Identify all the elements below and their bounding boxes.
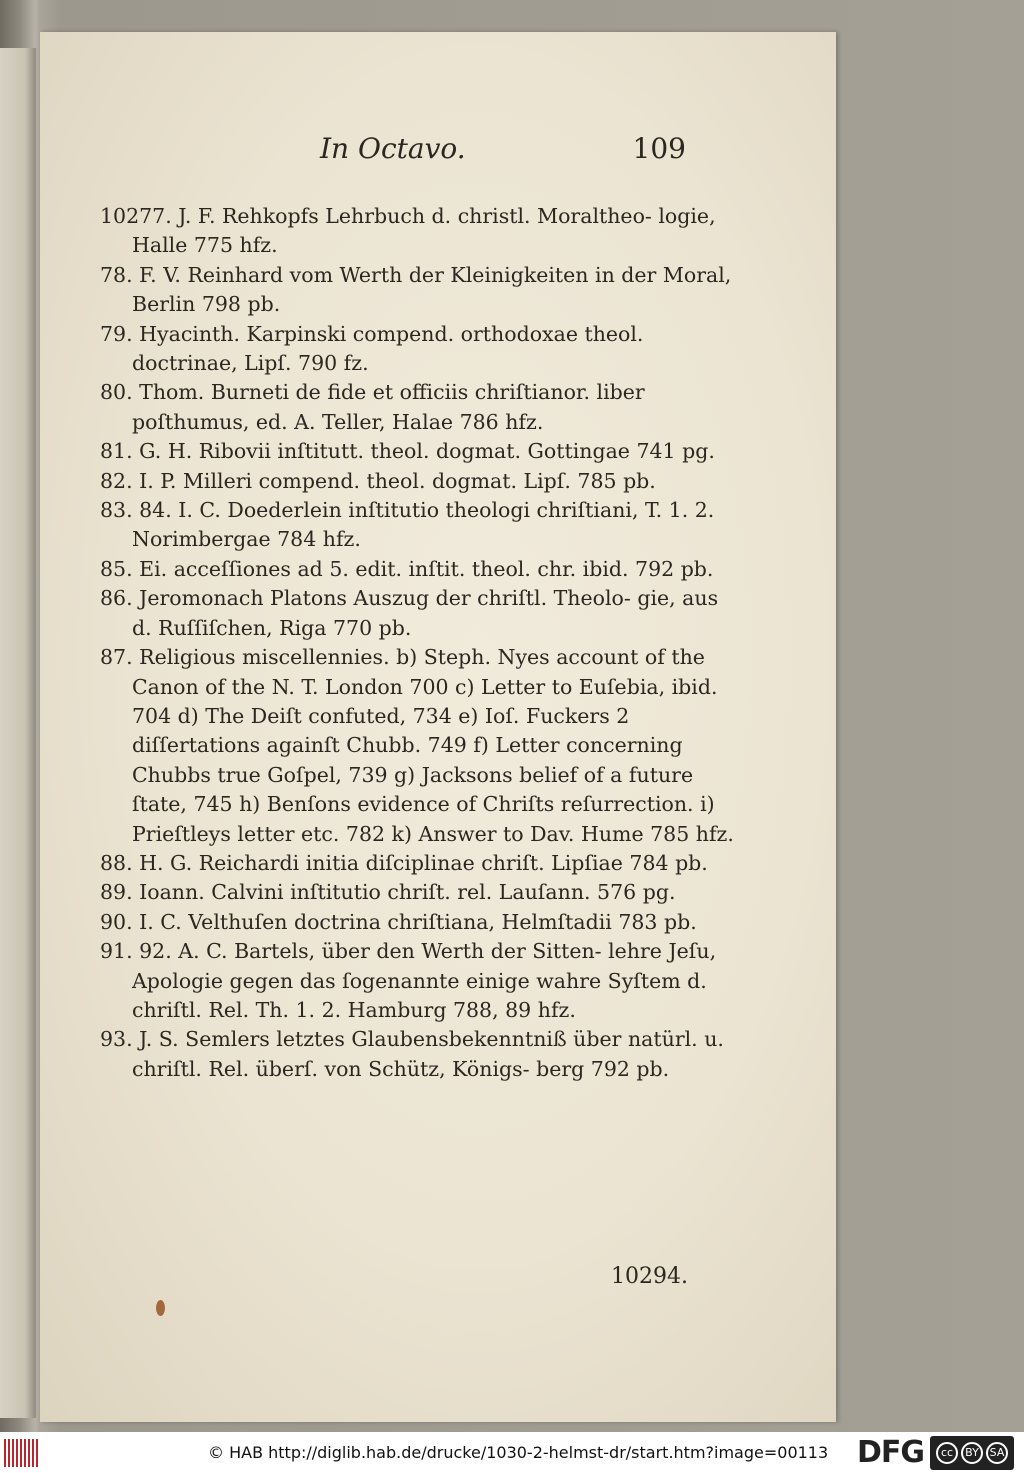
entry-text: Ioann. Calvini inſtitutio chriſt. rel. Lauſann. 576 pg. [139,880,676,905]
catalog-entry [100,496,740,555]
catalog-entry [100,378,740,437]
entry-text: J. S. Semlers letztes Glaubensbekenntniß über natürl. u. chriſtl. Rel. überſ. von Schütz, Königs- berg 792 pb. [132,1027,724,1081]
entry-text: A. C. Bartels, über den Werth der Sitten- lehre Jeſu, Apologie gegen das ſogenannte einige wahre Syſtem d. chriſtl. Rel. Th. 1. 2. Hamburg 788, 89 hfz. [132,939,717,1022]
catalog-entry [100,908,740,937]
entry-number: 81. [100,439,133,464]
catalog-entry [100,849,740,878]
catalog-entry [100,467,740,496]
entry-number: 91. 92. [100,939,172,964]
sa-icon: SA [986,1442,1008,1464]
entry-text: H. G. Reichardi initia diſciplinae chriſt. Lipſiae 784 pb. [139,850,708,875]
entry-text: I. P. Milleri compend. theol. dogmat. Lipſ. 785 pb. [139,468,656,493]
entry-text: Jeromonach Platons Auszug der chriſtl. Theolo- gie, aus d. Ruſſiſchen, Riga 770 pb. [132,586,719,640]
cc-icon: cc [936,1442,958,1464]
entry-number: 89. [100,880,133,905]
cc-license-badge[interactable] [930,1436,1014,1470]
page-header [320,132,686,165]
entry-text: I. C. Velthuſen doctrina chriſtiana, Helmſtadii 783 pb. [139,909,697,934]
ink-stain [156,1300,165,1316]
catalog-entries [100,202,740,1084]
page-number: 109 [632,132,686,165]
bottom-bar [0,1432,1024,1473]
facing-page-edge [0,48,36,1418]
entry-number: 83. 84. [100,498,172,523]
catalog-entry [100,643,740,849]
hab-logo-icon [4,1439,38,1467]
dfg-logo[interactable]: DFG [856,1435,924,1470]
catalog-entry [100,878,740,907]
catalog-entry [100,555,740,584]
entry-number: 10277. [100,204,172,228]
catalog-entry [100,320,740,379]
catalog-entry [100,261,740,320]
catalog-entry [100,202,740,261]
entry-number: 79. [100,321,133,346]
entry-text: G. H. Ribovii inſtitutt. theol. dogmat. Gottingae 741 pg. [139,439,715,464]
entry-number: 82. [100,468,133,493]
catalog-entry [100,1025,740,1084]
license-area [857,1435,1014,1470]
catchword: 10294. [611,1264,688,1289]
page-title: In Octavo. [320,132,466,165]
entry-text: Ei. acceſſiones ad 5. edit. inſtit. theol. chr. ibid. 792 pb. [139,556,714,581]
book-page [40,32,836,1422]
entry-number: 80. [100,380,133,405]
entry-number: 78. [100,262,133,287]
entry-number: 93. [100,1027,133,1052]
entry-text: I. C. Doederlein inſtitutio theologi chriſtiani, T. 1. 2. Norimbergae 784 hfz. [132,498,715,552]
by-icon: BY [961,1442,983,1464]
catalog-entry [100,937,740,1025]
entry-number: 87. [100,645,133,670]
entry-number: 90. [100,909,133,934]
entry-number: 85. [100,556,133,581]
entry-number: 86. [100,586,133,611]
entry-text: J. F. Rehkopfs Lehrbuch d. christl. Moraltheo- logie, Halle 775 hfz. [132,204,716,258]
catalog-entry [100,437,740,466]
entry-text: Religious miscellennies. b) Steph. Nyes account of the Canon of the N. T. London 700 c) Letter to Euſebia, ibid. 704 d) The Deiſt confuted, 734 e) Ioſ. Fuckers 2 diſſertations againſt Chubb. 749 f) Letter concerning Chubbs true Goſpel, 739 g) Jacksons belief of a future ſtate, 745 h) Benſons evidence of Chriſts reſurrection. i) Prieſtleys letter etc. 782 k) Answer to Dav. Hume 785 hfz. [132,645,734,846]
entry-text: F. V. Reinhard vom Werth der Kleinigkeiten in der Moral, Berlin 798 pb. [132,262,732,317]
entry-text: Hyacinth. Karpinski compend. orthodoxae theol. doctrinae, Lipſ. 790 fz. [132,321,644,376]
entry-text: Thom. Burneti de fide et officiis chriſtianor. liber poſthumus, ed. A. Teller, Halae 786 hfz. [132,380,645,434]
entry-number: 88. [100,850,133,875]
credit-link[interactable]: © HAB http://diglib.hab.de/drucke/1030-2-helmst-dr/start.htm?image=00113 [208,1443,829,1462]
catalog-entry [100,584,740,643]
